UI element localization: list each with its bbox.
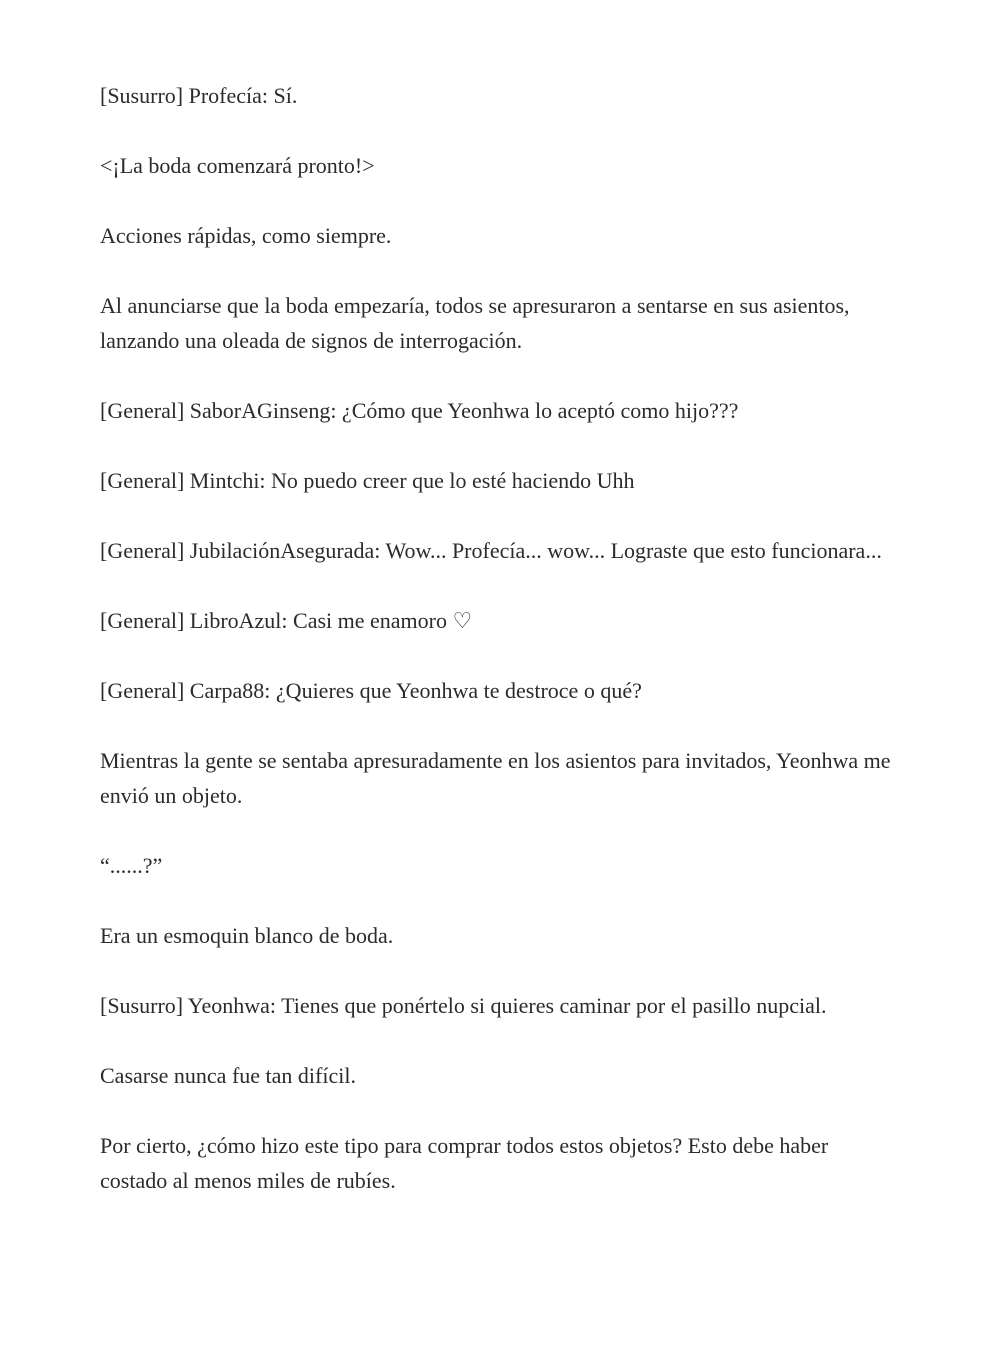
paragraph-narration-rubies: Por cierto, ¿cómo hizo este tipo para comprar todos estos objetos? Esto debe haber costado al menos miles de rubíes. xyxy=(100,1133,834,1193)
paragraph-chat-carpa88: [General] Carpa88: ¿Quieres que Yeonhwa te destroce o qué? xyxy=(100,678,642,703)
paragraph-whisper-profecia: [Susurro] Profecía: Sí. xyxy=(100,83,298,108)
document-body xyxy=(100,78,900,1233)
paragraph-narration-item-sent: Mientras la gente se sentaba apresuradamente en los asientos para invitados, Yeonhwa me envió un objeto. xyxy=(100,748,897,808)
paragraph-narration-tuxedo: Era un esmoquin blanco de boda. xyxy=(100,923,394,948)
paragraph-system-wedding-start: <¡La boda comenzará pronto!> xyxy=(100,153,375,178)
paragraph-narration-quick: Acciones rápidas, como siempre. xyxy=(100,223,392,248)
paragraph-dialogue-question: “......?” xyxy=(100,853,163,878)
paragraph-chat-jubilacion: [General] JubilaciónAsegurada: Wow... Profecía... wow... Lograste que esto funcionara... xyxy=(100,538,882,563)
paragraph-chat-saboraginseng: [General] SaborAGinseng: ¿Cómo que Yeonhwa lo aceptó como hijo??? xyxy=(100,398,739,423)
paragraph-narration-difficult: Casarse nunca fue tan difícil. xyxy=(100,1063,356,1088)
paragraph-chat-libroazul: [General] LibroAzul: Casi me enamoro ♡ xyxy=(100,608,473,633)
paragraph-narration-seating: Al anunciarse que la boda empezaría, todos se apresuraron a sentarse en sus asientos, lanzando una oleada de signos de interrogación. xyxy=(100,293,856,353)
paragraph-chat-mintchi: [General] Mintchi: No puedo creer que lo esté haciendo Uhh xyxy=(100,468,635,493)
paragraph-whisper-yeonhwa: [Susurro] Yeonhwa: Tienes que ponértelo si quieres caminar por el pasillo nupcial. xyxy=(100,993,827,1018)
